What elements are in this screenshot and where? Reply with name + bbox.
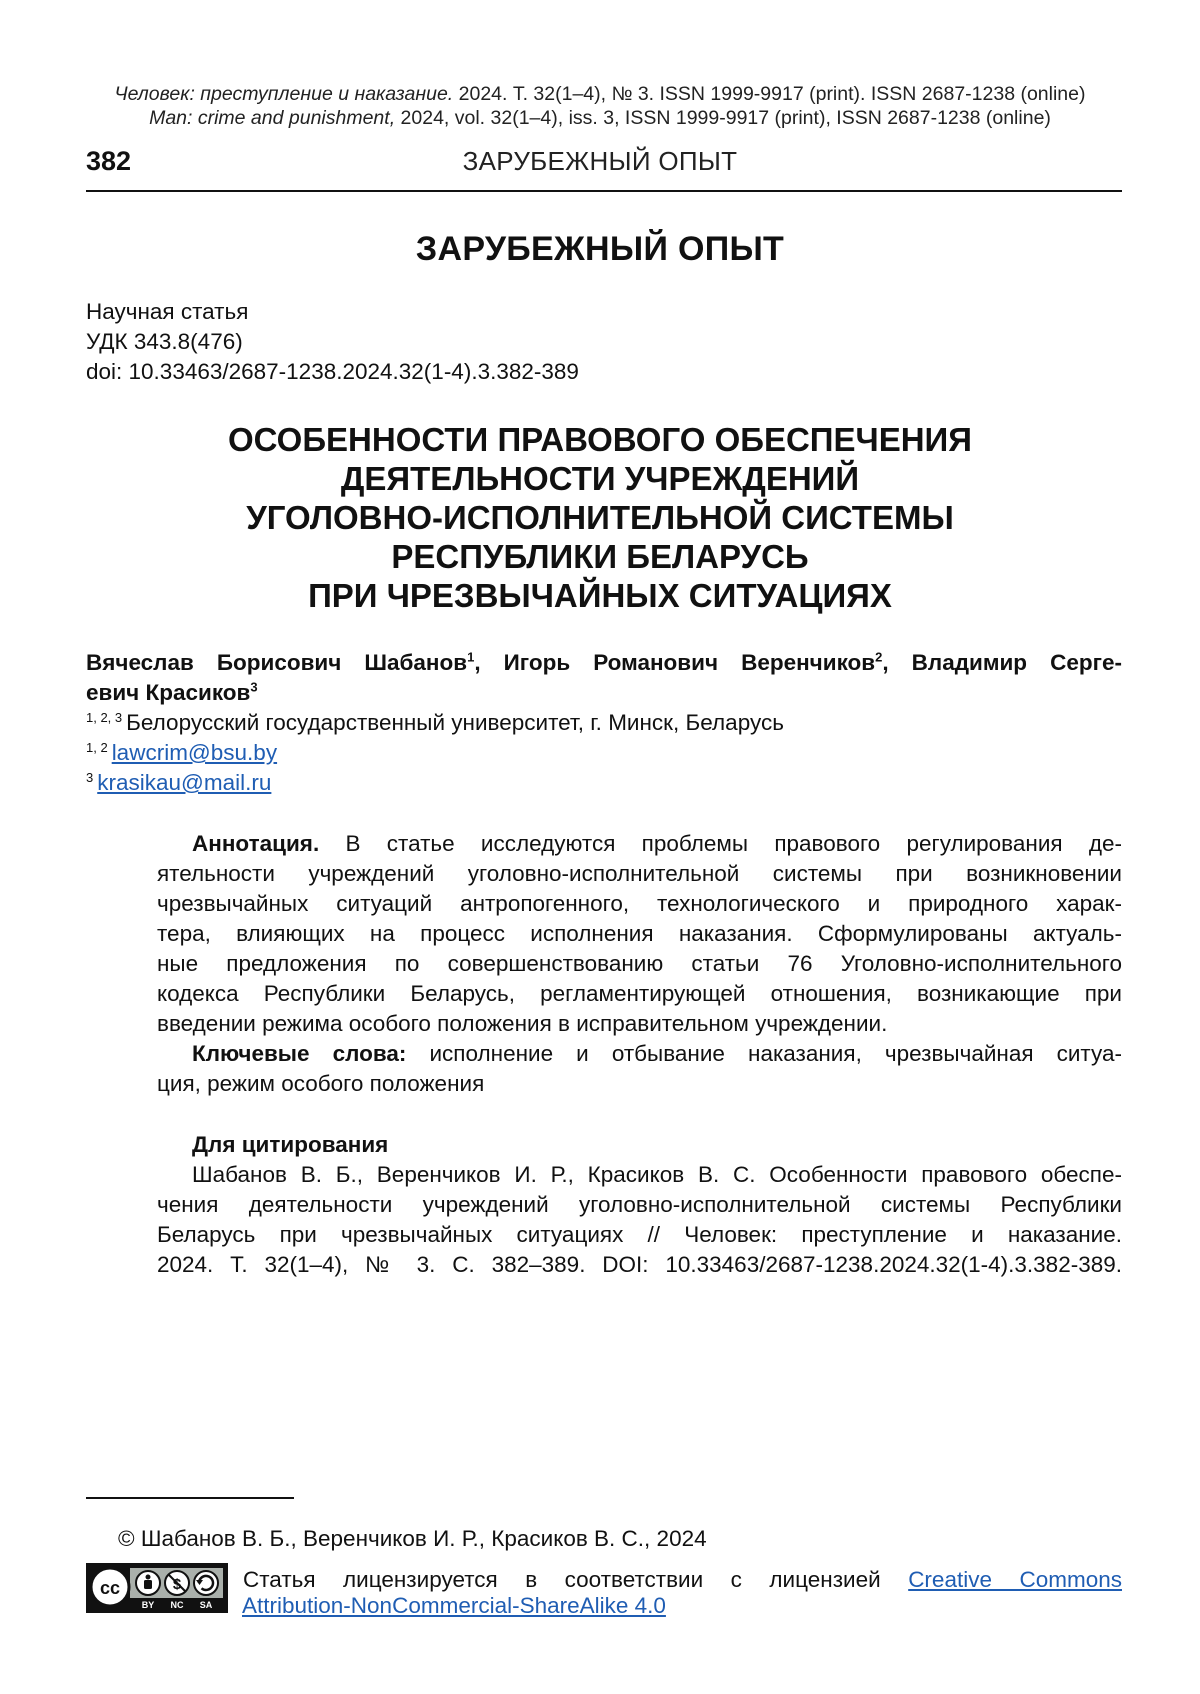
header-divider (86, 190, 1122, 192)
cc-by-nc-sa-icon (88, 1565, 226, 1611)
author-list: Вячеслав Борисович Шабанов1, Игорь Романович Веренчиков2, Владимир Серге- евич Красиков3 (86, 648, 1122, 708)
email-line: 1, 2 lawcrim@bsu.by (86, 738, 277, 768)
title-line: РЕСПУБЛИКИ БЕЛАРУСЬ (0, 537, 1200, 576)
author-affiliation-marker: 1 (467, 650, 474, 665)
journal-line-ru (0, 82, 1200, 106)
author-affiliation-marker: 3 (250, 680, 257, 695)
article-type: Научная статья (86, 297, 248, 327)
keywords-label: Ключевые слова: (192, 1041, 406, 1066)
title-line: ПРИ ЧРЕЗВЫЧАЙНЫХ СИТУАЦИЯХ (0, 576, 1200, 615)
nc-label: NC (171, 1600, 184, 1610)
doi: doi: 10.33463/2687-1238.2024.32(1-4).3.382-389 (86, 357, 579, 387)
title-line: УГОЛОВНО-ИСПОЛНИТЕЛЬНОЙ СИСТЕМЫ (0, 498, 1200, 537)
email-link[interactable]: krasikau@mail.ru (97, 770, 271, 795)
email-link[interactable]: lawcrim@bsu.by (112, 740, 277, 765)
by-label: BY (142, 1600, 155, 1610)
journal-title-en: Man: crime and punishment, (149, 107, 395, 129)
svg-text:$: $ (173, 1576, 182, 1593)
section-title: ЗАРУБЕЖНЫЙ ОПЫТ (0, 230, 1200, 269)
citation: Шабанов В. Б., Веренчиков И. Р., Красиков В. С. Особенности правового обеспе- чения деятельности учреждений уголовно-исполнительной системы Республики Беларусь при чрезвычайных ситуациях // Человек: преступление и наказание. 2024. Т. 32(1–4), № 3. С. 382–389. DOI: 10.33463/2687-1238.2024.32(1-4).3.382-389. (157, 1160, 1122, 1280)
license-notice: Статья лицензируется в соответствии с лицензией Creative Commons Attribution-NonCommercial-ShareAlike 4.0 (243, 1567, 1122, 1619)
author-name-part: евич Красиков (86, 680, 250, 705)
udk-code: УДК 343.8(476) (86, 327, 243, 357)
author-name: Игорь Романович Веренчиков (504, 650, 876, 675)
journal-details-ru: 2024. Т. 32(1–4), № 3. ISSN 1999-9917 (print). ISSN 2687-1238 (online) (453, 83, 1085, 105)
page-number: 382 (86, 146, 131, 177)
keywords: Ключевые слова: исполнение и отбывание наказания, чрезвычайная ситуа- ция, режим особого положения (157, 1039, 1122, 1099)
abstract-label: Аннотация. (192, 831, 319, 856)
affiliation: 1, 2, 3 Белорусский государственный университет, г. Минск, Беларусь (86, 708, 784, 738)
journal-title-ru: Человек: преступление и наказание. (114, 83, 453, 105)
sa-label: SA (200, 1600, 213, 1610)
journal-line-en (0, 106, 1200, 130)
running-head: ЗАРУБЕЖНЫЙ ОПЫТ (0, 146, 1200, 177)
title-line: ОСОБЕННОСТИ ПРАВОВОГО ОБЕСПЕЧЕНИЯ (0, 420, 1200, 459)
copyright: © Шабанов В. Б., Веренчиков И. Р., Красиков В. С., 2024 (118, 1524, 707, 1554)
article-title (0, 420, 1200, 615)
university: Белорусский государственный университет, г. Минск, Беларусь (126, 710, 784, 735)
journal-details-en: 2024, vol. 32(1–4), iss. 3, ISSN 1999-9917 (print), ISSN 2687-1238 (online) (395, 107, 1051, 129)
cc-logo-text: cc (100, 1578, 120, 1598)
title-line: ДЕЯТЕЛЬНОСТИ УЧРЕЖДЕНИЙ (0, 459, 1200, 498)
author-name-part: Владимир Серге- (912, 650, 1122, 675)
license-link[interactable]: Attribution-NonCommercial-ShareAlike 4.0 (242, 1593, 666, 1618)
author-name: Вячеслав Борисович Шабанов (86, 650, 467, 675)
cc-license-badge[interactable] (86, 1563, 228, 1613)
license-link[interactable]: Creative Commons (908, 1567, 1122, 1592)
author-affiliation-marker: 2 (875, 650, 882, 665)
abstract: Аннотация. В статье исследуются проблемы правового регулирования де- ятельности учреждений уголовно-исполнительной системы при возникновении чрезвычайных ситуаций антропогенного, технологического и природного харак- тера, влияющих на процесс исполнения наказания. Сформулированы актуаль- ные предложения по совершенствованию статьи 76 Уголовно-исполнительного кодекса Республики Беларусь, регламентирующей отношения, возникающие при введении режима особого положения в исправительном учреждении. (157, 829, 1122, 1039)
citation-heading: Для цитирования (157, 1130, 1122, 1160)
email-line: 3 krasikau@mail.ru (86, 768, 271, 798)
footnote-divider (86, 1497, 294, 1499)
